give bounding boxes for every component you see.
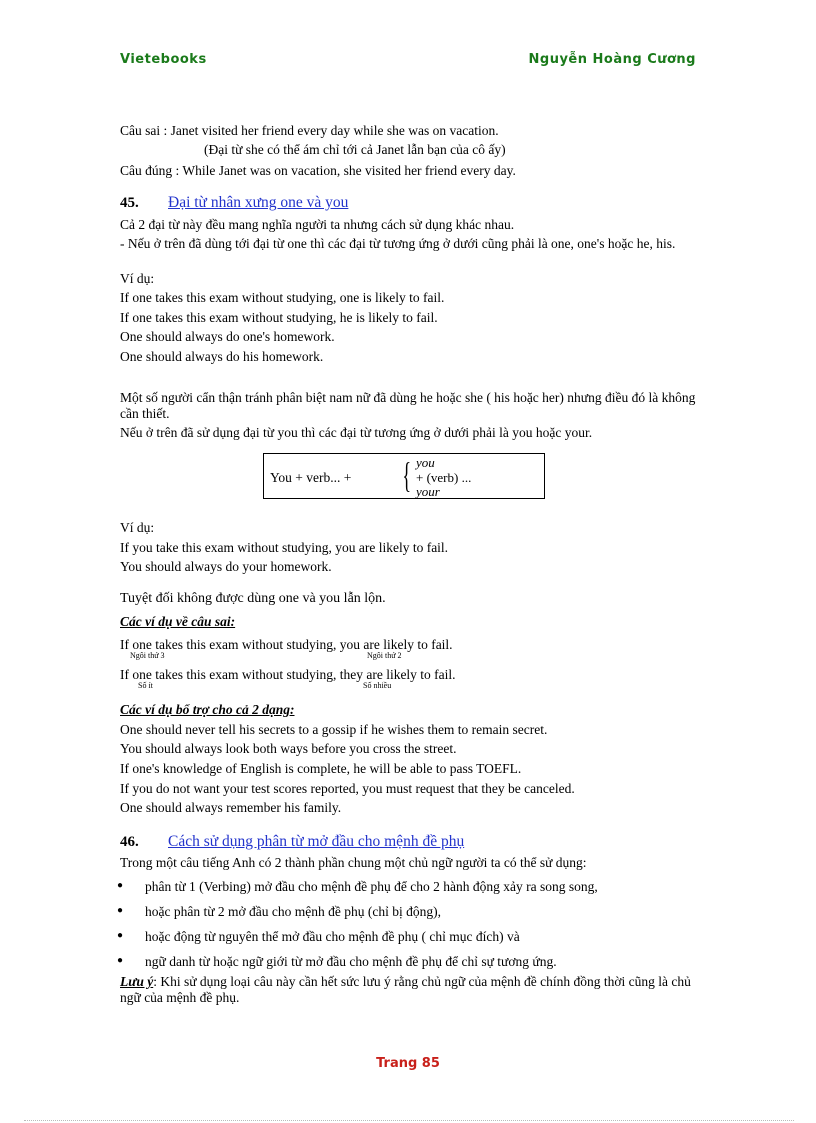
header-right: Nguyễn Hoàng Cương [528, 52, 696, 67]
s46-bullet: ngữ danh từ hoặc ngữ giới từ mở đầu cho mệnh đề phụ để chỉ sự tương ứng. [145, 954, 557, 969]
extra-example: If one's knowledge of English is complete, he will be able to pass TOEFL. [120, 761, 522, 776]
section-45-heading [120, 194, 348, 212]
section-46-title[interactable]: Cách sử dụng phân từ mở đầu cho mệnh đề phụ [168, 833, 465, 850]
intro-line-2: (Đại từ she có thể ám chỉ tới cả Janet lẫn bạn của cô ấy) [204, 142, 506, 157]
example-line: You should always do your homework. [120, 559, 332, 574]
s45-vidu: Ví dụ: [120, 271, 155, 286]
s45-p4: Nếu ở trên đã sử dụng đại từ you thì các đại từ tương ứng ở dưới phải là you hoặc your. [120, 425, 593, 440]
s46-bullet: phân từ 1 (Verbing) mở đầu cho mệnh đề phụ để cho 2 hành động xảy ra song song, [145, 879, 598, 894]
example-line: If you take this exam without studying, you are likely to fail. [120, 540, 449, 555]
brace-symbol: { [402, 455, 411, 495]
wrong-2-label-b: Số nhiều [363, 681, 392, 690]
bullet-icon: ● [117, 880, 124, 891]
extra-example: You should always look both ways before you cross the street. [120, 741, 457, 756]
s45-warning: Tuyệt đối không được dùng one và you lẫn lộn. [120, 591, 386, 606]
note-label: Lưu ý [120, 974, 154, 989]
example-line: One should always do one's homework. [120, 329, 335, 344]
example-line: If one takes this exam without studying, one is likely to fail. [120, 290, 445, 305]
formula-option-verb: + (verb) ... [416, 470, 472, 485]
header-left: Vietebooks [120, 52, 207, 67]
wrong-1-label-a: Ngôi thứ 3 [130, 651, 165, 660]
s46-p1: Trong một câu tiếng Anh có 2 thành phần chung một chủ ngữ người ta có thể sử dụng: [120, 855, 587, 870]
example-line: One should always do his homework. [120, 349, 324, 364]
s45-p1: Cả 2 đại từ này đều mang nghĩa người ta nhưng cách sử dụng khác nhau. [120, 217, 515, 232]
wrong-example-2: If one takes this exam without studying, they are likely to fail. [120, 667, 456, 682]
wrong-2-label-a: Số ít [138, 681, 153, 690]
intro-line-1: Câu sai : Janet visited her friend every day while she was on vacation. [120, 123, 499, 138]
intro-line-3: Câu đúng : While Janet was on vacation, she visited her friend every day. [120, 163, 516, 178]
wrong-example-1: If one takes this exam without studying, you are likely to fail. [120, 637, 453, 652]
extra-example: If you do not want your test scores reported, you must request that they be canceled. [120, 781, 575, 796]
s46-note [120, 974, 696, 1006]
footer-divider [24, 1120, 794, 1121]
extra-example: One should always remember his family. [120, 800, 342, 815]
s45-p3: Một số người cẩn thận tránh phân biệt nam nữ đã dùng he hoặc she ( his hoặc her) nhưng điều đó là không cần thiết. [120, 390, 696, 421]
note-text: : Khi sử dụng loại câu này cần hết sức lưu ý rằng chủ ngữ của mệnh đề chính đồng thời cũng là chủ ngữ của mệnh đề phụ. [120, 974, 691, 1005]
s45-p2: - Nếu ở trên đã dùng tới đại từ one thì các đại từ tương ứng ở dưới cũng phải là one, one's hoặc he, his. [120, 236, 676, 251]
section-46-number: 46. [120, 834, 139, 850]
section-45-title[interactable]: Đại từ nhân xưng one và you [168, 194, 349, 211]
formula-box [263, 453, 545, 499]
wrong-1-label-b: Ngôi thứ 2 [367, 651, 402, 660]
formula-left: You + verb... + [270, 470, 352, 485]
section-45-number: 45. [120, 195, 139, 211]
s45-vidu-2: Ví dụ: [120, 520, 155, 535]
extra-examples-title: Các ví dụ bổ trợ cho cả 2 dạng: [120, 702, 295, 717]
example-line: If one takes this exam without studying, he is likely to fail. [120, 310, 438, 325]
bullet-icon: ● [117, 905, 124, 916]
formula-option-your: your [416, 484, 440, 499]
page-number: Trang 85 [376, 1056, 440, 1071]
wrong-examples-title: Các ví dụ về câu sai: [120, 614, 236, 629]
s46-bullet: hoặc phân từ 2 mở đầu cho mệnh đề phụ (chỉ bị động), [145, 904, 442, 919]
bullet-icon: ● [117, 955, 124, 966]
s46-bullet: hoặc động từ nguyên thể mở đầu cho mệnh đề phụ ( chỉ mục đích) và [145, 929, 520, 944]
bullet-icon: ● [117, 930, 124, 941]
section-46-heading [120, 833, 464, 851]
extra-example: One should never tell his secrets to a gossip if he wishes them to remain secret. [120, 722, 548, 737]
formula-option-you: you [416, 455, 435, 470]
